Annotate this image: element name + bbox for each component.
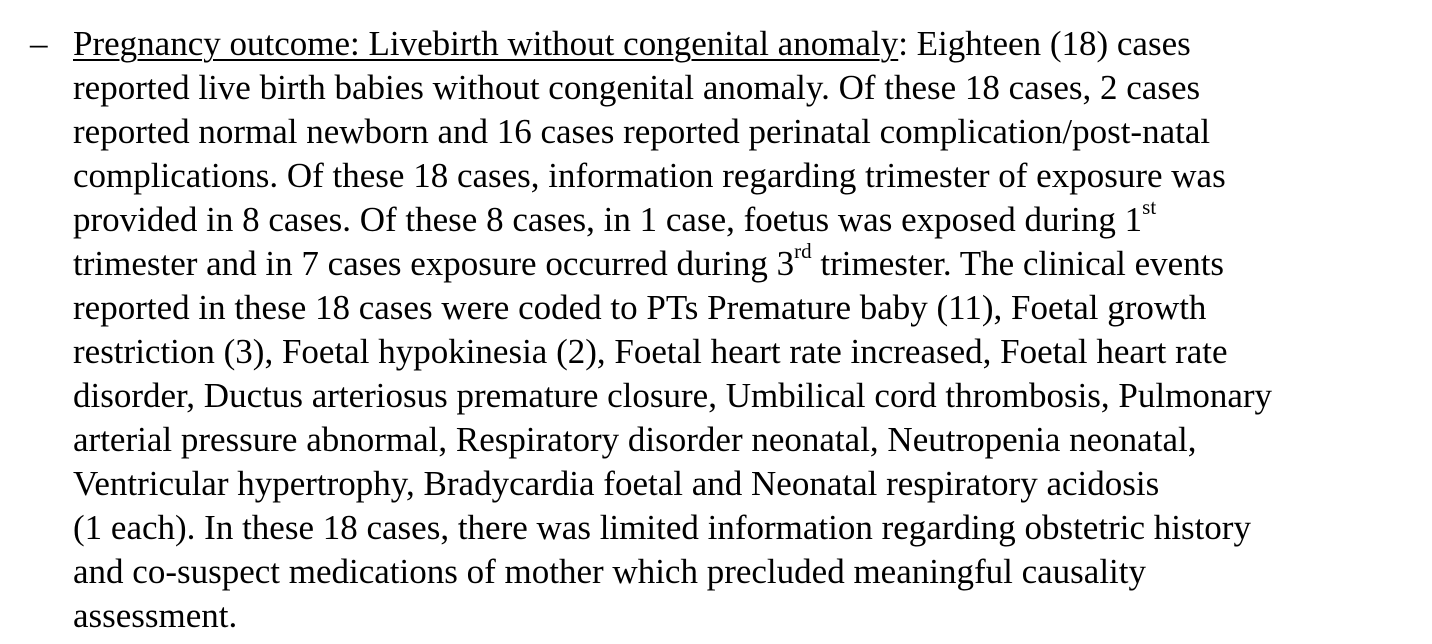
text-line: arterial pressure abnormal, Respiratory disorder neonatal, Neutropenia neonatal,	[73, 420, 1197, 459]
text-line: complications. Of these 18 cases, information regarding trimester of exposure was	[73, 156, 1226, 195]
outcome-heading: Pregnancy outcome: Livebirth without congenital anomaly	[73, 24, 899, 63]
ordinal-superscript: rd	[794, 239, 812, 264]
text-line	[73, 195, 1418, 242]
ordinal-superscript: st	[1142, 195, 1157, 220]
text-line: reported in these 18 cases were coded to PTs Premature baby (11), Foetal growth	[73, 288, 1207, 327]
heading-suffix: : Eighteen (18) cases	[898, 24, 1191, 63]
text-line: and co-suspect medications of mother which precluded meaningful causality	[73, 552, 1146, 591]
list-bullet: –	[30, 24, 48, 63]
text-line: disorder, Ductus arteriosus premature closure, Umbilical cord thrombosis, Pulmonary	[73, 376, 1273, 415]
text-line	[73, 22, 1418, 66]
text-line: restriction (3), Foetal hypokinesia (2), Foetal heart rate increased, Foetal heart rate	[73, 332, 1228, 371]
text-line: Ventricular hypertrophy, Bradycardia foetal and Neonatal respiratory acidosis	[73, 464, 1160, 503]
line-text: provided in 8 cases. Of these 8 cases, in 1 case, foetus was exposed during 1	[73, 200, 1143, 239]
text-line: (1 each). In these 18 cases, there was limited information regarding obstetric history	[73, 508, 1251, 547]
text-line	[73, 239, 1418, 286]
text-line: reported normal newborn and 16 cases reported perinatal complication/post-natal	[73, 112, 1211, 151]
line-text: trimester. The clinical events	[811, 244, 1225, 283]
line-text: trimester and in 7 cases exposure occurred during 3	[73, 244, 795, 283]
text-line: assessment.	[73, 596, 238, 635]
text-line: reported live birth babies without congenital anomaly. Of these 18 cases, 2 cases	[73, 68, 1201, 107]
outcome-paragraph	[73, 22, 1418, 638]
